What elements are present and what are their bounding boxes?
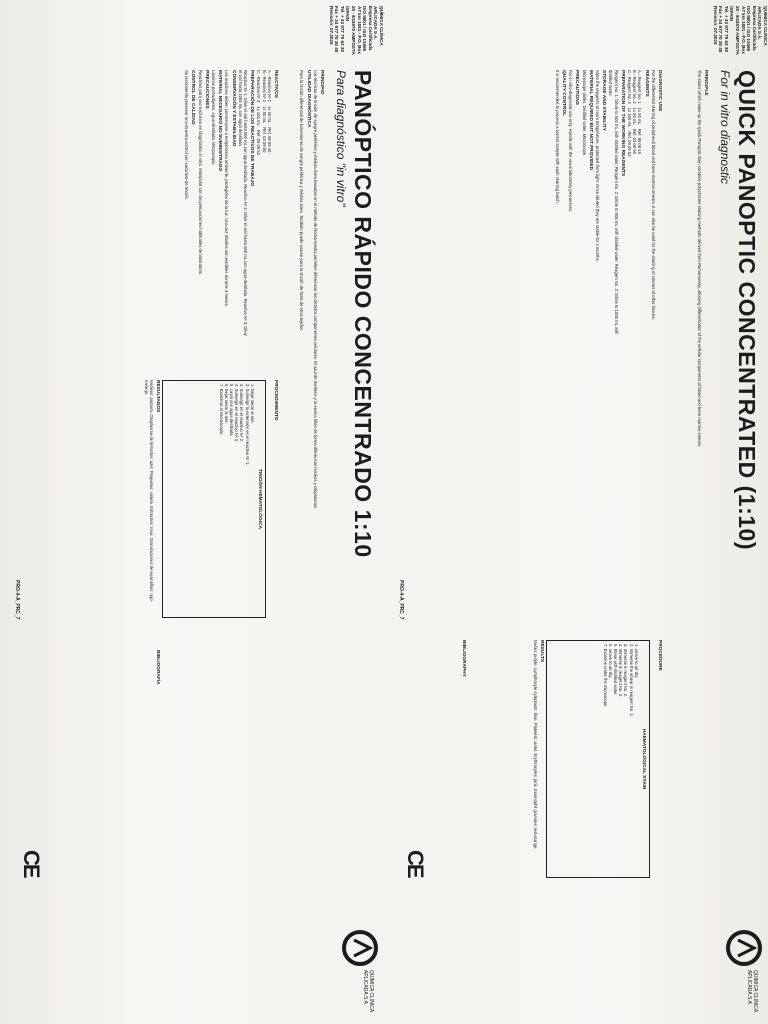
reagent-row: [261, 70, 266, 340]
reagent-name: C.- Reactivo Nº 3: [256, 70, 262, 103]
procedure-step: 5. Lavar con agua destilada.: [228, 384, 234, 437]
document-code: PRO-4-A_PRC_7: [398, 580, 404, 620]
procedure-step: 5. Rinse with distilled water.: [612, 644, 618, 696]
company-tag: QUIMICA CLINICA APLICADA S.A.: [746, 970, 758, 1012]
page-title: QUICK PANOPTIC CONCENTRATED (1:10): [734, 70, 760, 550]
paragraph: It is recommended to process a control sample with each staining batch.: [554, 70, 560, 204]
section-heading: CONSERVACIÓN Y ESTABILIDAD: [230, 70, 236, 147]
section-heading: PRINCIPLE: [703, 70, 708, 96]
procedure-step: 4. Sumergir en el reactivo Nº 3.: [234, 384, 240, 443]
reagent-name: C.- Reagent No. 3: [626, 70, 632, 104]
reagent-name: A.- Reagent No. 1: [637, 70, 643, 104]
section-heading: MATERIAL NECESARIO NO SUMINISTRADO: [217, 70, 223, 172]
procedure-step: 1. Leave to air dry.: [633, 644, 639, 679]
reagent-ref: Ref. 03 09 50: [632, 128, 638, 154]
footer-line: A7 km 1081 - P.O. Box 20 - E43870 AMPOSTA /SPAIN: [345, 6, 362, 55]
page-subtitle: For in vitro diagnostic: [718, 70, 732, 185]
procedure-step: 6. Dejar secar al aire.: [223, 384, 229, 424]
section-heading: PROCEDIMIENTO: [273, 380, 278, 421]
procedure-step: 6. Leave to air dry.: [607, 644, 613, 679]
reagent-name: B.- Reagent No. 2: [632, 70, 638, 104]
reagent-ref: Ref. 03 09 50: [261, 127, 267, 153]
paragraph: For the differential staining of peripheral blood and bone marrow smears. It can also be used for the staining of smears of other tissues.: [650, 70, 656, 321]
section-heading: REAGENTS: [643, 70, 649, 97]
footer-address: [658, 6, 768, 56]
paragraph: Microscope slides. Distilled water. Microscope.: [581, 70, 587, 157]
reagent-volume: 1x 50 mL: [261, 106, 267, 124]
section-heading: QUALITY CONTROL: [560, 70, 566, 117]
procedure-step: 2. Sumergir la extensión en el reactivo Nº 1.: [244, 384, 250, 466]
paragraph: Reactivos para uso exclusivo en diagnóstico in vitro. Manipular con las precauciones habituales de laboratorio.: [197, 70, 203, 276]
reagent-ref: Ref. 09 09 52: [626, 131, 632, 157]
footer-line: Tel. + 34 977 70 62 30 Fax + 34 977 70 30 40: [718, 6, 729, 53]
intro-section: [670, 70, 710, 930]
section-heading: DIAGNOSTIC USE: [657, 70, 662, 112]
footer-line: QUÍMICA CLÍNICA APLICADA S.A.: [373, 6, 384, 46]
paragraph: The stains which make up the Quick Panoptic stain combine polychrome staining methods derived from Romanowsky, allowing differentiation of the cellular components of blood and bone marrow smears.: [696, 70, 702, 448]
paragraph: Se recomienda procesar una muestra control con cada lote de tinción.: [184, 70, 190, 201]
reagent-ref: Ref. 99 09 45: [266, 127, 272, 153]
footer-line: Revision: 07.2018: [712, 6, 718, 45]
footer-line: Revisión: 07.2018: [328, 6, 334, 45]
section-heading: UTILIDAD DIAGNÓSTICA: [305, 70, 311, 128]
left-column: [10, 70, 280, 340]
procedure-box: [546, 640, 650, 878]
procedure-box: [162, 380, 266, 618]
reagent-volume: 1x 100 mL: [626, 107, 632, 128]
procedure-step: 1. Dejar secar al aire.: [249, 384, 255, 424]
section-heading: PRINCIPIO: [319, 70, 324, 95]
reagent-volume: 1x 100 mL: [256, 106, 262, 126]
reagent-ref: Ref. 99 09 45: [637, 128, 643, 154]
procedure-heading-block: [268, 380, 280, 580]
qca-logo-icon: [726, 930, 762, 966]
section-heading: PRECAUTIONS: [574, 70, 580, 105]
section-heading: CONTROL DE CALIDAD: [190, 70, 196, 125]
reagent-volume: 1x 50 mL: [266, 106, 272, 124]
company-tag: QUÍMICA CLÍNICA APLICADA S.A.: [362, 970, 374, 1012]
procedure-step: 4. Immerse in reagent No. 3.: [618, 644, 624, 698]
qca-logo-icon: [342, 930, 378, 966]
paragraph: Reactivo Nº 1: Diluir el vial hasta 500 mL con agua destilada. Reactivo Nº 2: Diluir el vial hasta 500 mL con agua destilada. Reactivo Nº 3: Diluir el vial hasta 1000 mL con agua destilada.: [237, 70, 248, 336]
footer-address: [274, 6, 384, 56]
footer-line: A7 km 1081 - P.O. Box 20 - E43870 AMPOSTA /SPAIN: [729, 6, 746, 55]
results-section: [42, 380, 162, 610]
section-heading: BIBLIOGRAFÍA: [155, 650, 160, 685]
reagent-name: B.- Reactivo Nº 2: [261, 70, 267, 103]
paragraph: Reagent No. 1: Dilute to 500 mL with distilled water. Reagent No. 2: Dilute to 500 mL with distilled water. Reagent No. 3: Dilute to 1000 mL with distilled water.: [608, 70, 619, 335]
bibliography-section: [42, 650, 162, 930]
reagent-row: [256, 70, 261, 340]
paragraph: Láminas portaobjetos. Agua destilada. Microscopio.: [210, 70, 216, 166]
paragraph: Para la tinción diferencial de extensiones de sangre periférica y médula ósea. También puede usarse para la tinción de frotis de otros tejidos.: [299, 70, 305, 332]
section-heading: REACTIVOS: [273, 70, 278, 98]
paragraph: Núcleos: púrpura. Citoplasma de linfocitos: azul. Plaquetas: violeta. Eritrocitos: rosa. Granulaciones de eosinófilos: rojo-naranja.: [143, 380, 154, 603]
box-heading: HAEMATOLOGICAL STAIN: [641, 728, 646, 790]
section-heading: PREPARACIÓN DE LOS REACTIVOS DE TRABAJO: [249, 70, 255, 187]
paragraph: Los reactivos deben conservarse a temperatura ambiente, protegidos de la luz. Una vez diluidos son estables durante 3 meses.: [224, 70, 230, 307]
section-heading: PREPARATION OF THE WORKING REAGENTS: [619, 70, 625, 177]
bibliography-section: [418, 640, 468, 920]
paragraph: Las técnicas de tinción de sangre periférica y médula ósea basadas en el método de Romanowsky permiten diferenciar los distintos componentes celulares. El azul de metileno y la eosina tiñen de forma diferencial núcleos y citoplasmas.: [312, 70, 318, 510]
paragraph: Nuclei: purple. Lymphocyte cytoplasm: blue. Platelets: violet. Erythrocytes: pink. Eosinophil granules: red-orange.: [532, 640, 538, 850]
results-section: [466, 640, 546, 870]
procedure-step: 3. Immerse in reagent No. 2.: [623, 644, 629, 698]
english-insert-page: [384, 0, 768, 1024]
footer-line: Empresa Certificada ISO 9001 / ISO 13485: [746, 6, 757, 52]
procedure-step: 3. Sumergir en el reactivo Nº 2.: [239, 384, 245, 443]
box-heading: TINCIÓN HEMATOLÓGICA: [257, 468, 262, 530]
section-heading: RESULTS: [539, 640, 544, 663]
procedure-heading-block: [652, 640, 664, 840]
procedure-step: 7. Examine under the microscope.: [602, 644, 608, 708]
procedure-step: 2. Immerse the smear in reagent No. 1.: [628, 644, 634, 717]
reagent-row: [637, 70, 642, 340]
reagent-ref: Ref. 09 09 52: [256, 129, 262, 155]
ce-mark: CE: [403, 850, 428, 877]
intro-section: [286, 70, 326, 930]
section-heading: MATERIAL REQUIRED BUT NOT PROVIDED: [587, 70, 593, 171]
reagent-volume: 1x 50 mL: [632, 107, 638, 125]
section-heading: BIBLIOGRAPHY: [461, 640, 466, 677]
page-subtitle: Para diagnóstico "in vitro": [334, 70, 348, 207]
paragraph: For in vitro diagnostic use only. Handle with the usual laboratory precautions.: [568, 70, 574, 213]
reagent-volume: 1x 50 mL: [637, 107, 643, 125]
ce-mark: CE: [19, 850, 44, 877]
procedure-step: 7. Examinar al microscopio.: [218, 384, 224, 436]
reagent-row: [627, 70, 632, 340]
document-code: PRO-4-A_PRC_7: [14, 580, 20, 620]
reagent-row: [267, 70, 272, 340]
section-heading: PROCEDURE: [657, 640, 662, 671]
footer-line: Tel. + 34 977 70 62 30 Fax + 34 977 70 30 40: [334, 6, 345, 53]
footer-line: Empresa Certificada ISO 9001 / ISO 13485: [362, 6, 373, 52]
footer-line: QUIMICA CLINICA APLICADA S.A.: [757, 6, 768, 46]
reagent-name: A.- Reactivo Nº 1: [266, 70, 272, 103]
reagent-row: [632, 70, 637, 340]
paragraph: Store the reagents at room temperature, protected from light. Once diluted they are stable for 3 months.: [594, 70, 600, 262]
section-heading: PRECAUCIONES: [203, 70, 209, 109]
page-title: PANÓPTICO RÁPIDO CONCENTRADO 1:10: [350, 70, 376, 558]
section-heading: STORAGE AND STABILITY: [601, 70, 607, 131]
section-heading: RESULTADOS: [155, 380, 160, 413]
left-column: [394, 70, 664, 340]
